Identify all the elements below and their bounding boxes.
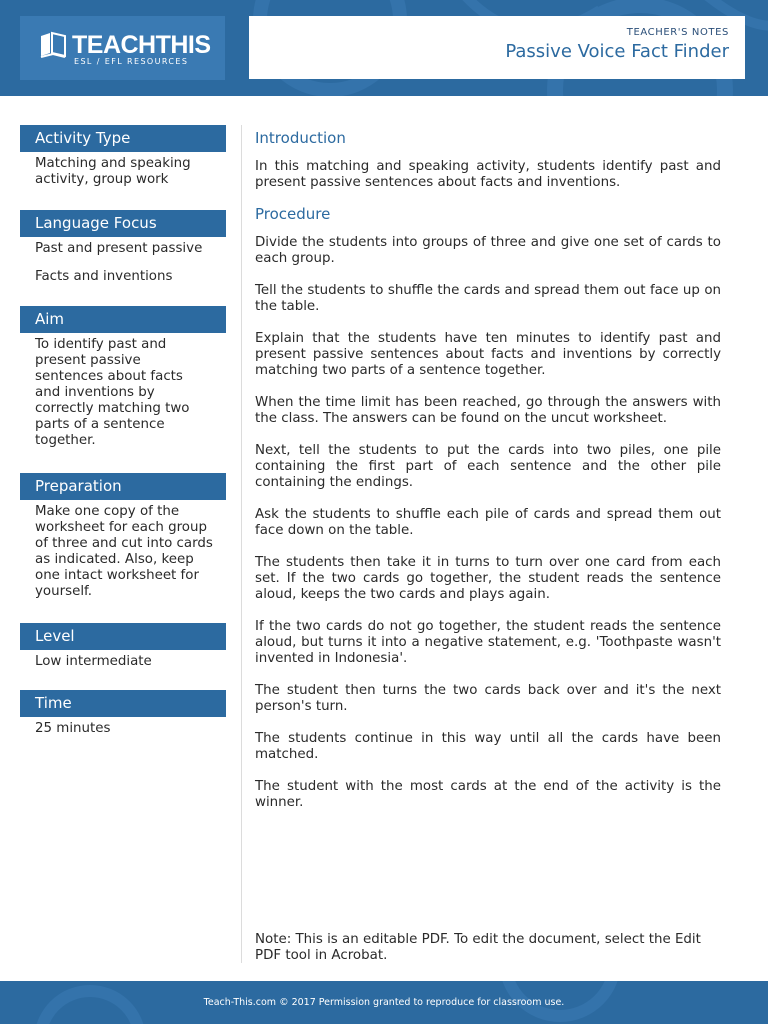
time-text: 25 minutes bbox=[35, 721, 111, 736]
procedure-step: The students continue in this way until all the cards have been matched. bbox=[255, 731, 721, 762]
procedure-step: When the time limit has been reached, go through the answers with the class. The answers can be found on the uncut worksheet. bbox=[255, 395, 721, 426]
introduction-heading: Introduction bbox=[255, 129, 346, 147]
preparation-heading: Preparation bbox=[20, 473, 226, 500]
level-text: Low intermediate bbox=[35, 654, 152, 669]
logo-title: TEACHTHIS bbox=[72, 30, 211, 59]
teachers-notes-label: TEACHER'S NOTES bbox=[626, 27, 729, 38]
column-divider bbox=[241, 125, 242, 963]
preparation-text: Make one copy of the worksheet for each group of three and cut into cards as indicated. Also, keep one intact worksheet for yourself. bbox=[35, 504, 213, 599]
worksheet-title: Passive Voice Fact Finder bbox=[505, 41, 729, 62]
title-box bbox=[249, 16, 745, 79]
level-section bbox=[20, 623, 226, 670]
procedure-step: If the two cards do not go together, the student reads the sentence aloud, but turns it into a negative statement, e.g. 'Toothpaste wasn't invented in Indonesia'. bbox=[255, 619, 721, 666]
language-focus-item: Past and present passive bbox=[35, 241, 203, 256]
activity-type-heading: Activity Type bbox=[20, 125, 226, 152]
procedure-step: The student then turns the two cards back over and it's the next person's turn. bbox=[255, 683, 721, 714]
logo-subtitle: ESL / EFL RESOURCES bbox=[74, 57, 189, 66]
aim-section bbox=[20, 306, 226, 449]
procedure-heading: Procedure bbox=[255, 205, 331, 223]
page-header bbox=[0, 0, 768, 96]
procedure-step: Ask the students to shuffle each pile of cards and spread them out face down on the table. bbox=[255, 507, 721, 538]
activity-type-text: Matching and speaking activity, group work bbox=[35, 156, 191, 187]
activity-type-section bbox=[20, 125, 226, 188]
teachthis-logo bbox=[20, 16, 225, 80]
procedure-step: The student with the most cards at the end of the activity is the winner. bbox=[255, 779, 721, 810]
time-heading: Time bbox=[20, 690, 226, 717]
editable-pdf-note: Note: This is an editable PDF. To edit the document, select the Edit PDF tool in Acrobat. bbox=[255, 932, 701, 963]
language-focus-section bbox=[20, 210, 226, 285]
page-footer bbox=[0, 981, 768, 1024]
preparation-section bbox=[20, 473, 226, 600]
level-heading: Level bbox=[20, 623, 226, 650]
procedure-step: Divide the students into groups of three and give one set of cards to each group. bbox=[255, 235, 721, 266]
sidebar bbox=[20, 125, 226, 737]
procedure-step: Explain that the students have ten minutes to identify past and present passive sentences about facts and inventions by correctly matching two parts of a sentence together. bbox=[255, 331, 721, 378]
introduction-text: In this matching and speaking activity, students identify past and present passive sentences about facts and inventions. bbox=[255, 159, 721, 190]
main-content bbox=[255, 129, 721, 827]
copyright-text: Teach-This.com © 2017 Permission granted to reproduce for classroom use. bbox=[203, 997, 565, 1008]
language-focus-heading: Language Focus bbox=[20, 210, 226, 237]
time-section bbox=[20, 690, 226, 737]
aim-heading: Aim bbox=[20, 306, 226, 333]
procedure-step: Next, tell the students to put the cards into two piles, one pile containing the first part of each sentence and the other pile containing the endings. bbox=[255, 443, 721, 490]
language-focus-item: Facts and inventions bbox=[35, 269, 173, 284]
aim-text: To identify past and present passive sentences about facts and inventions by correctly matching two parts of a sentence together. bbox=[35, 337, 190, 448]
procedure-step: The students then take it in turns to turn over one card from each set. If the two cards go together, the student reads the sentence aloud, keeps the two cards and plays again. bbox=[255, 555, 721, 602]
procedure-step: Tell the students to shuffle the cards and spread them out face up on the table. bbox=[255, 283, 721, 314]
book-icon bbox=[38, 30, 68, 60]
